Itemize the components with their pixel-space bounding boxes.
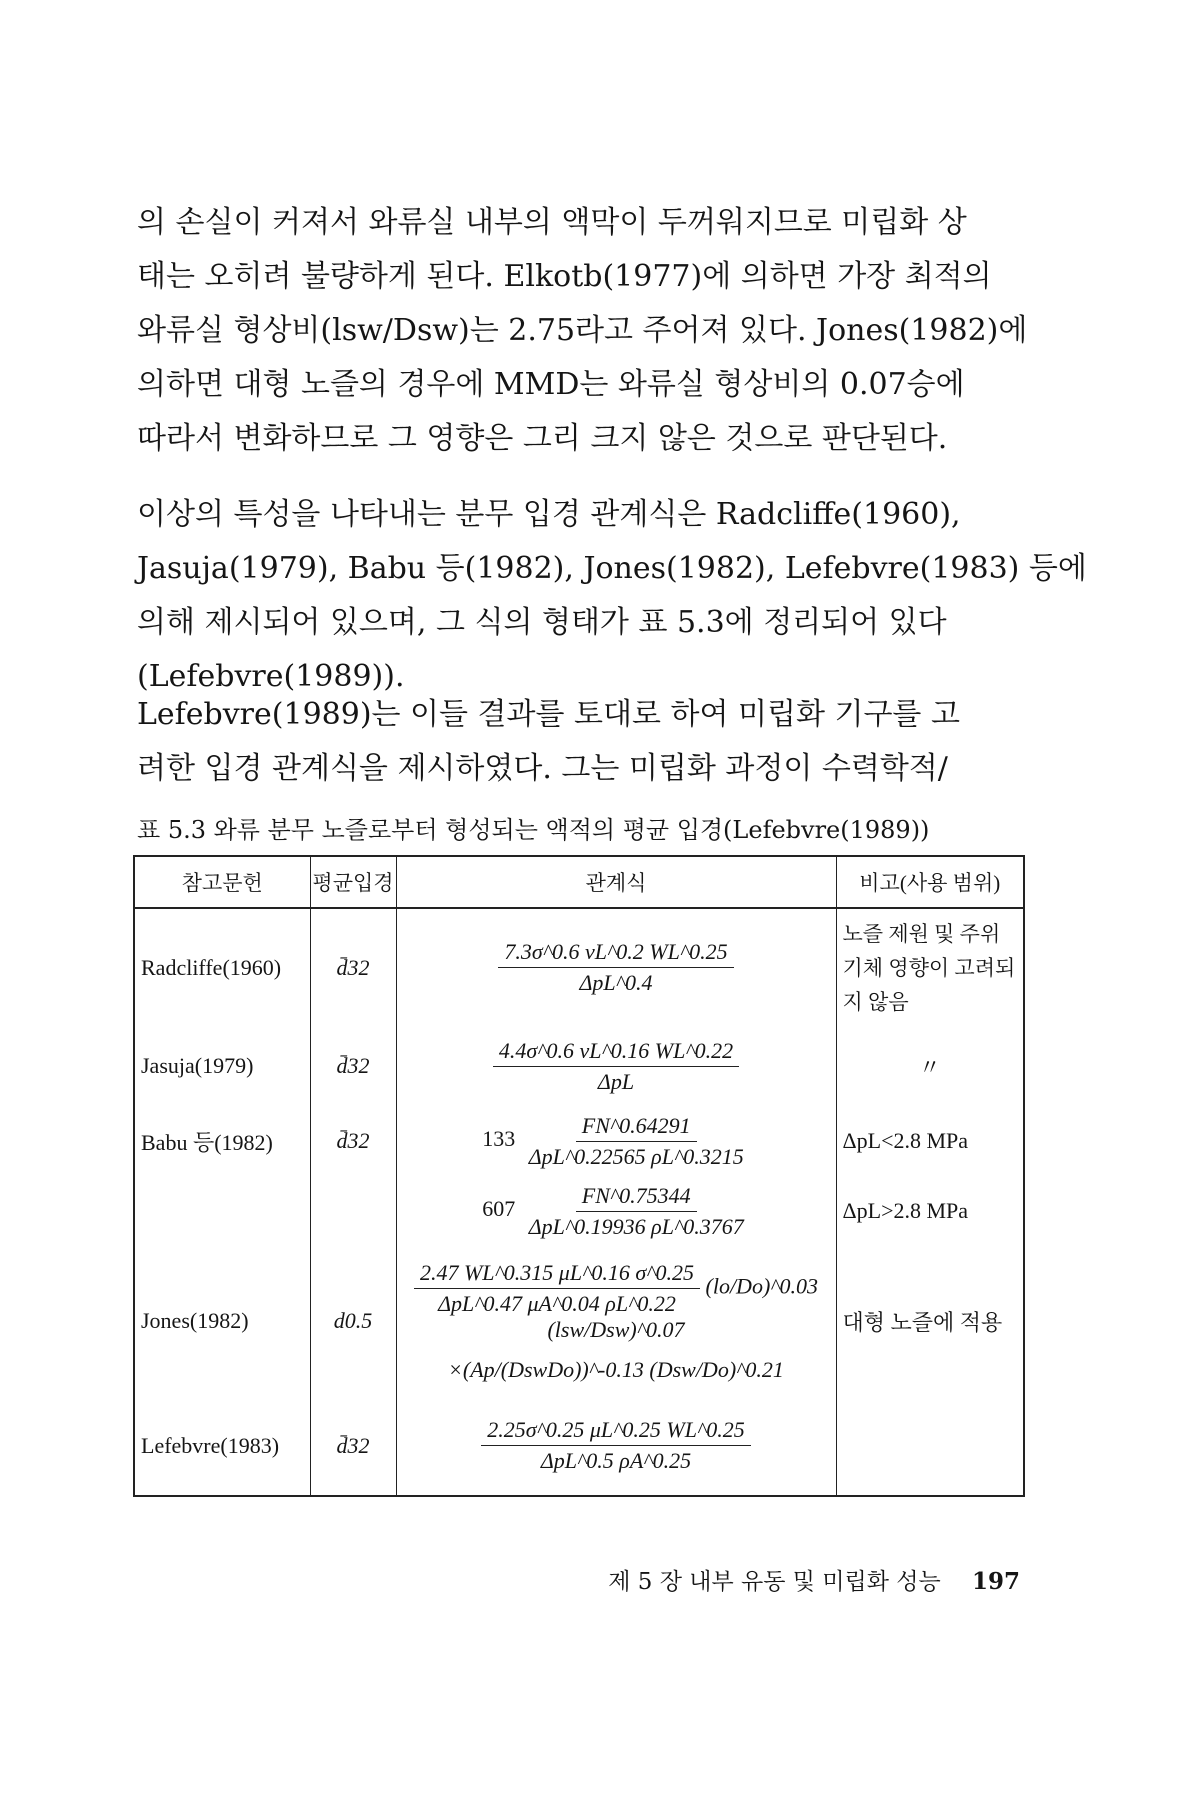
page-number: 197: [971, 1568, 1020, 1595]
cell-diameter: d̄32: [310, 908, 396, 1026]
cell-correlation: [396, 1026, 836, 1106]
table-header-row: [134, 856, 1024, 908]
paragraph-1: [137, 196, 1028, 466]
cell-reference: Lefebvre(1983): [134, 1396, 310, 1496]
header-remarks: 비고(사용 범위): [836, 856, 1024, 908]
formula-denominator: ΔpL^0.19936 ρL^0.3767: [528, 1213, 744, 1239]
formula-fraction: [523, 1183, 750, 1240]
cell-remarks: ΔpL<2.8 MPa: [836, 1106, 1024, 1176]
header-correlation: 관계식: [396, 856, 836, 908]
formula-numerator: 2.25σ^0.25 μL^0.25 WL^0.25: [481, 1417, 751, 1446]
header-mean-diameter: 평균입경: [310, 856, 396, 908]
table-row: [134, 1106, 1024, 1176]
cell-diameter: d0.5: [310, 1246, 396, 1396]
formula-numerator: FN^0.64291: [576, 1113, 697, 1142]
paragraph-3: [137, 688, 1022, 796]
table-row: [134, 1396, 1024, 1496]
cell-reference: [134, 1176, 310, 1246]
table-row: [134, 1026, 1024, 1106]
text-line: 따라서 변화하므로 그 영향은 그리 크지 않은 것으로 판단된다.: [137, 421, 948, 456]
text-line: 태는 오히려 불량하게 된다. Elkotb(1977)에 의하면 가장 최적의: [137, 259, 992, 294]
text-line: Jasuja(1979), Babu 등(1982), Jones(1982), Lefebvre(1983) 등에: [137, 551, 1087, 586]
formula-coefficient: 607: [482, 1196, 516, 1222]
cell-reference: Jasuja(1979): [134, 1026, 310, 1106]
header-reference: 참고문헌: [134, 856, 310, 908]
text-line: 의하면 대형 노즐의 경우에 MMD는 와류실 형상비의 0.07승에: [137, 367, 965, 402]
cell-diameter: d̄32: [310, 1026, 396, 1106]
cell-correlation: [396, 1106, 836, 1176]
formula-fraction: [498, 939, 733, 996]
table-row: [134, 1246, 1024, 1396]
formula-denominator: ΔpL^0.47 μA^0.04 ρL^0.22: [438, 1290, 676, 1316]
formula-second-line: ×(Ap/(DswDo))^-0.13 (Dsw/Do)^0.21: [448, 1356, 784, 1382]
formula-fraction: [523, 1113, 750, 1170]
formula-fraction: [414, 1260, 700, 1317]
cell-reference: Babu 등(1982): [134, 1106, 310, 1176]
text-line: 이상의 특성을 나타내는 분무 입경 관계식은 Radcliffe(1960),: [137, 497, 961, 532]
text-line: (Lefebvre(1989)).: [137, 659, 405, 694]
formula-numerator: FN^0.75344: [576, 1183, 697, 1212]
formula-numerator: 4.4σ^0.6 νL^0.16 WL^0.22: [493, 1038, 739, 1067]
cell-correlation: [396, 1246, 836, 1396]
formula-ratio-terms: (lo/Do)^0.03 (lsw/Dsw)^0.07: [547, 1273, 819, 1342]
formula-numerator: 7.3σ^0.6 νL^0.2 WL^0.25: [498, 939, 733, 968]
reference-table: [133, 855, 1025, 1497]
formula-fraction: [493, 1038, 739, 1095]
cell-remarks: 노즐 제원 및 주위 기체 영향이 고려되지 않음: [836, 908, 1024, 1026]
cell-reference: Jones(1982): [134, 1246, 310, 1396]
formula-denominator: ΔpL^0.4: [579, 970, 653, 995]
cell-diameter: d̄32: [310, 1396, 396, 1496]
formula-denominator: ΔpL^0.5 ρA^0.25: [540, 1448, 692, 1473]
cell-diameter: d̄32: [310, 1106, 396, 1176]
table-row: [134, 1176, 1024, 1246]
text-line: 와류실 형상비(lsw/Dsw)는 2.75라고 주어져 있다. Jones(1982)에: [137, 313, 1028, 348]
formula-numerator: 2.47 WL^0.315 μL^0.16 σ^0.25: [414, 1260, 700, 1289]
cell-remarks: 〃: [836, 1026, 1024, 1106]
cell-reference: Radcliffe(1960): [134, 908, 310, 1026]
formula-coefficient: 133: [482, 1126, 516, 1152]
cell-correlation: [396, 1176, 836, 1246]
formula-denominator: ΔpL^0.22565 ρL^0.3215: [528, 1143, 744, 1169]
cell-correlation: [396, 908, 836, 1026]
page-footer: [608, 1563, 1020, 1596]
table-caption: 표 5.3 와류 분무 노즐로부터 형성되는 액적의 평균 입경(Lefebvre(1989)): [137, 816, 930, 844]
cell-remarks: ΔpL>2.8 MPa: [836, 1176, 1024, 1246]
text-line: Lefebvre(1989)는 이들 결과를 토대로 하여 미립화 기구를 고: [137, 697, 960, 732]
cell-correlation: [396, 1396, 836, 1496]
formula-denominator: ΔpL: [597, 1068, 635, 1094]
text-line: 의해 제시되어 있으며, 그 식의 형태가 표 5.3에 정리되어 있다: [137, 605, 947, 640]
text-line: 의 손실이 커져서 와류실 내부의 액막이 두꺼워지므로 미립화 상: [137, 205, 967, 240]
formula-fraction: [481, 1417, 751, 1474]
cell-remarks: [836, 1396, 1024, 1496]
cell-diameter: [310, 1176, 396, 1246]
table-row: [134, 908, 1024, 1026]
text-line: 려한 입경 관계식을 제시하였다. 그는 미립화 과정이 수력학적/: [137, 751, 948, 786]
cell-remarks: 대형 노즐에 적용: [836, 1246, 1024, 1396]
paragraph-2: [137, 488, 1087, 704]
chapter-title: 제 5 장 내부 유동 및 미립화 성능: [608, 1569, 941, 1595]
